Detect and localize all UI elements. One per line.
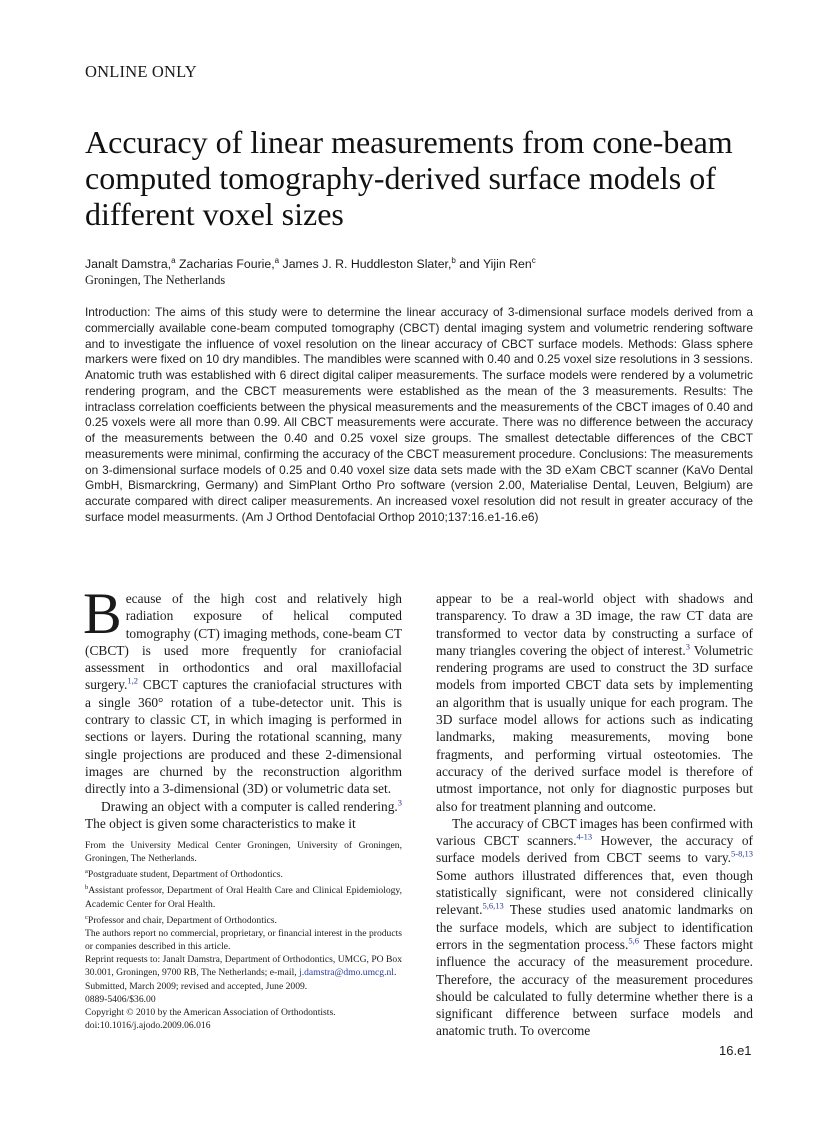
body-paragraph bbox=[85, 798, 402, 833]
footnote-b: $^b$Assistant professor, Department of Oral Health Care and Clinical Epidemiology, Academic Center for Oral Health. bbox=[85, 884, 402, 910]
citation-link[interactable]: 3 bbox=[685, 641, 690, 652]
body-text: These studies used anatomic landmarks on the surface models, which are subject to identification errors in the segmentation process. bbox=[436, 902, 753, 952]
footnote-c: $^c$Professor and chair, Department of Orthodontics. bbox=[85, 913, 277, 927]
body-paragraph bbox=[436, 590, 753, 815]
body-column-right bbox=[436, 590, 753, 1040]
body-text: ecause of the high cost and relatively high radiation exposure of helical computed tomography (CT) imaging methods, cone-beam CT (CBCT) is used more frequently for craniofacial assessment in orthodontics and oral maxillofacial surgery. bbox=[85, 591, 402, 693]
body-column-left bbox=[83, 581, 402, 832]
footnote-doi: doi:10.1016/j.ajodo.2009.06.016 bbox=[85, 1019, 211, 1031]
author: Zacharias Fourie, bbox=[175, 257, 275, 272]
section-label: ONLINE ONLY bbox=[85, 62, 197, 81]
footnotes bbox=[85, 839, 402, 1032]
footnote-disclosure: The authors report no commercial, proprietary, or financial interest in the products or companies described in this article. bbox=[85, 928, 402, 953]
citation-link[interactable]: 1,2 bbox=[127, 676, 139, 687]
body-text: appear to be a real-world object with shadows and transparency. To draw a 3D image, the raw CT data are transformed to vector data by constructing a surface of many triangles covering the object of interest. bbox=[436, 591, 753, 658]
body-text: Some authors illustrated differences that, even though statistically significant, were not considered clinically relevant. bbox=[436, 867, 753, 918]
body-text: Drawing an object with a computer is called rendering. bbox=[101, 798, 398, 814]
body-text: Volumetric rendering programs are used to construct the 3D surface models from imported CBCT data sets by implementing an algorithm that is usually unique for each program. The 3D surface model allows for actions such as indicating landmarks, making measurements, moving bone fragments, and performing virtual osteotomies. The accuracy of the derived surface model is therefore of utmost importance, not only for diagnostic purposes but also for treatment planning and outcome. bbox=[436, 642, 753, 814]
author: and Yijin Ren bbox=[455, 257, 532, 272]
footnote-submitted: Submitted, March 2009; revised and accepted, June 2009. bbox=[85, 980, 308, 992]
author-list bbox=[85, 256, 536, 271]
body-text: The object is given some characteristics to make it bbox=[85, 815, 356, 831]
author: James J. R. Huddleston Slater, bbox=[279, 257, 452, 272]
citation-link[interactable]: 5,6 bbox=[628, 935, 639, 946]
page-number: 16.e1 bbox=[719, 1043, 752, 1058]
article-title: Accuracy of linear measurements from cone-beam computed tomography-derived surface models of different voxel sizes bbox=[85, 124, 733, 232]
author-affiliation-mark: c bbox=[531, 256, 536, 265]
citation-link[interactable]: 3 bbox=[397, 797, 402, 808]
drop-cap: B bbox=[83, 581, 122, 646]
footnote-institution: From the University Medical Center Groningen, University of Groningen, Groningen, The Netherlands. bbox=[85, 840, 402, 865]
body-text: However, the accuracy of surface models derived from CBCT seems to vary. bbox=[436, 833, 753, 866]
citation-link[interactable]: 5-8,13 bbox=[731, 848, 753, 859]
body-text: These factors might influence the accuracy of the measurement procedure. Therefore, the accuracy of the measurement procedures should be calculated to fully determine whether there is a significant difference between surface models and anatomic truth. To overcome bbox=[436, 936, 753, 1039]
footnote-a: $^a$Postgraduate student, Department of Orthodontics. bbox=[85, 868, 283, 881]
author-affiliation-mark: a bbox=[171, 256, 176, 265]
footnote-issn: 0889-5406/$36.00 bbox=[85, 993, 156, 1005]
citation-link[interactable]: 5,6,13 bbox=[482, 900, 504, 911]
body-text: CBCT captures the craniofacial structures with a single 360° rotation of a tube-detector unit. This is contrary to classic CT, in which imaging is performed in sections or layers. During the rotational scanning, many single projections are produced and these 2-dimensional images are churned by the reconstruction algorithm directly into a 3-dimensional (3D) or volumetric data set. bbox=[85, 677, 402, 797]
footnote-copyright: Copyright © 2010 by the American Association of Orthodontists. bbox=[85, 1006, 336, 1018]
author-affiliation-mark: a bbox=[274, 256, 280, 265]
author-affiliation-mark: b bbox=[451, 256, 456, 265]
body-paragraph bbox=[436, 815, 753, 1040]
email-link[interactable]: j.damstra@dmo.umcg.nl bbox=[299, 967, 394, 979]
footnote-reprint: Reprint requests to: Janalt Damstra, Department of Orthodontics, UMCG, PO Box 30.001, Groningen, 9700 RB, The Netherlands; e-mail, j.damstra@dmo.umcg.nl. bbox=[85, 954, 402, 979]
affiliation: Groningen, The Netherlands bbox=[85, 273, 226, 287]
body-text: The accuracy of CBCT images has been confirmed with various CBCT scanners. bbox=[436, 815, 753, 849]
citation-link[interactable]: 4-13 bbox=[576, 831, 593, 842]
author: Janalt Damstra, bbox=[85, 257, 172, 272]
body-paragraph bbox=[83, 581, 402, 798]
abstract: Introduction: The aims of this study were to determine the linear accuracy of 3-dimensional surface models derived from a commercially available cone-beam computed tomography (CBCT) dental imaging system and volumetric rendering software and to investigate the influence of voxel resolution on the linear accuracy of CBCT surface models. Methods: Glass sphere markers were fixed on 10 dry mandibles. The mandibles were scanned with 0.40 and 0.25 voxel size resolutions in 3 sessions. Anatomic truth was established with 6 direct digital caliper measurements. The surface models were rendered by a volumetric rendering program, and the CBCT measurements were established as the mean of the 3 measurements. Results: The intraclass correlation coefficients between the physical measurements and the measurements of the CBCT images of 0.40 and 0.25 voxels were all more than 0.99. All CBCT measurements were accurate. There was no difference between the accuracy of the measurements between the 0.40 and 0.25 voxel size groups. The smallest detectable differences of the CBCT measurements were minimal, confirming the accuracy of the CBCT measurement procedure. Conclusions: The measurements on 3-dimensional surface models of 0.25 and 0.40 voxel size data sets made with the 3D eXam CBCT scanner (KaVo Dental GmbH, Bismarckring, Germany) and SimPlant Ortho Pro software (version 2.00, Materialise Dental, Leuven, Belgium) are accurate compared with direct caliper measurements. An increased voxel resolution did not result in greater accuracy of the surface model measurments. (Am J Orthod Dentofacial Orthop 2010;137:16.e1-16.e6) bbox=[85, 305, 753, 524]
